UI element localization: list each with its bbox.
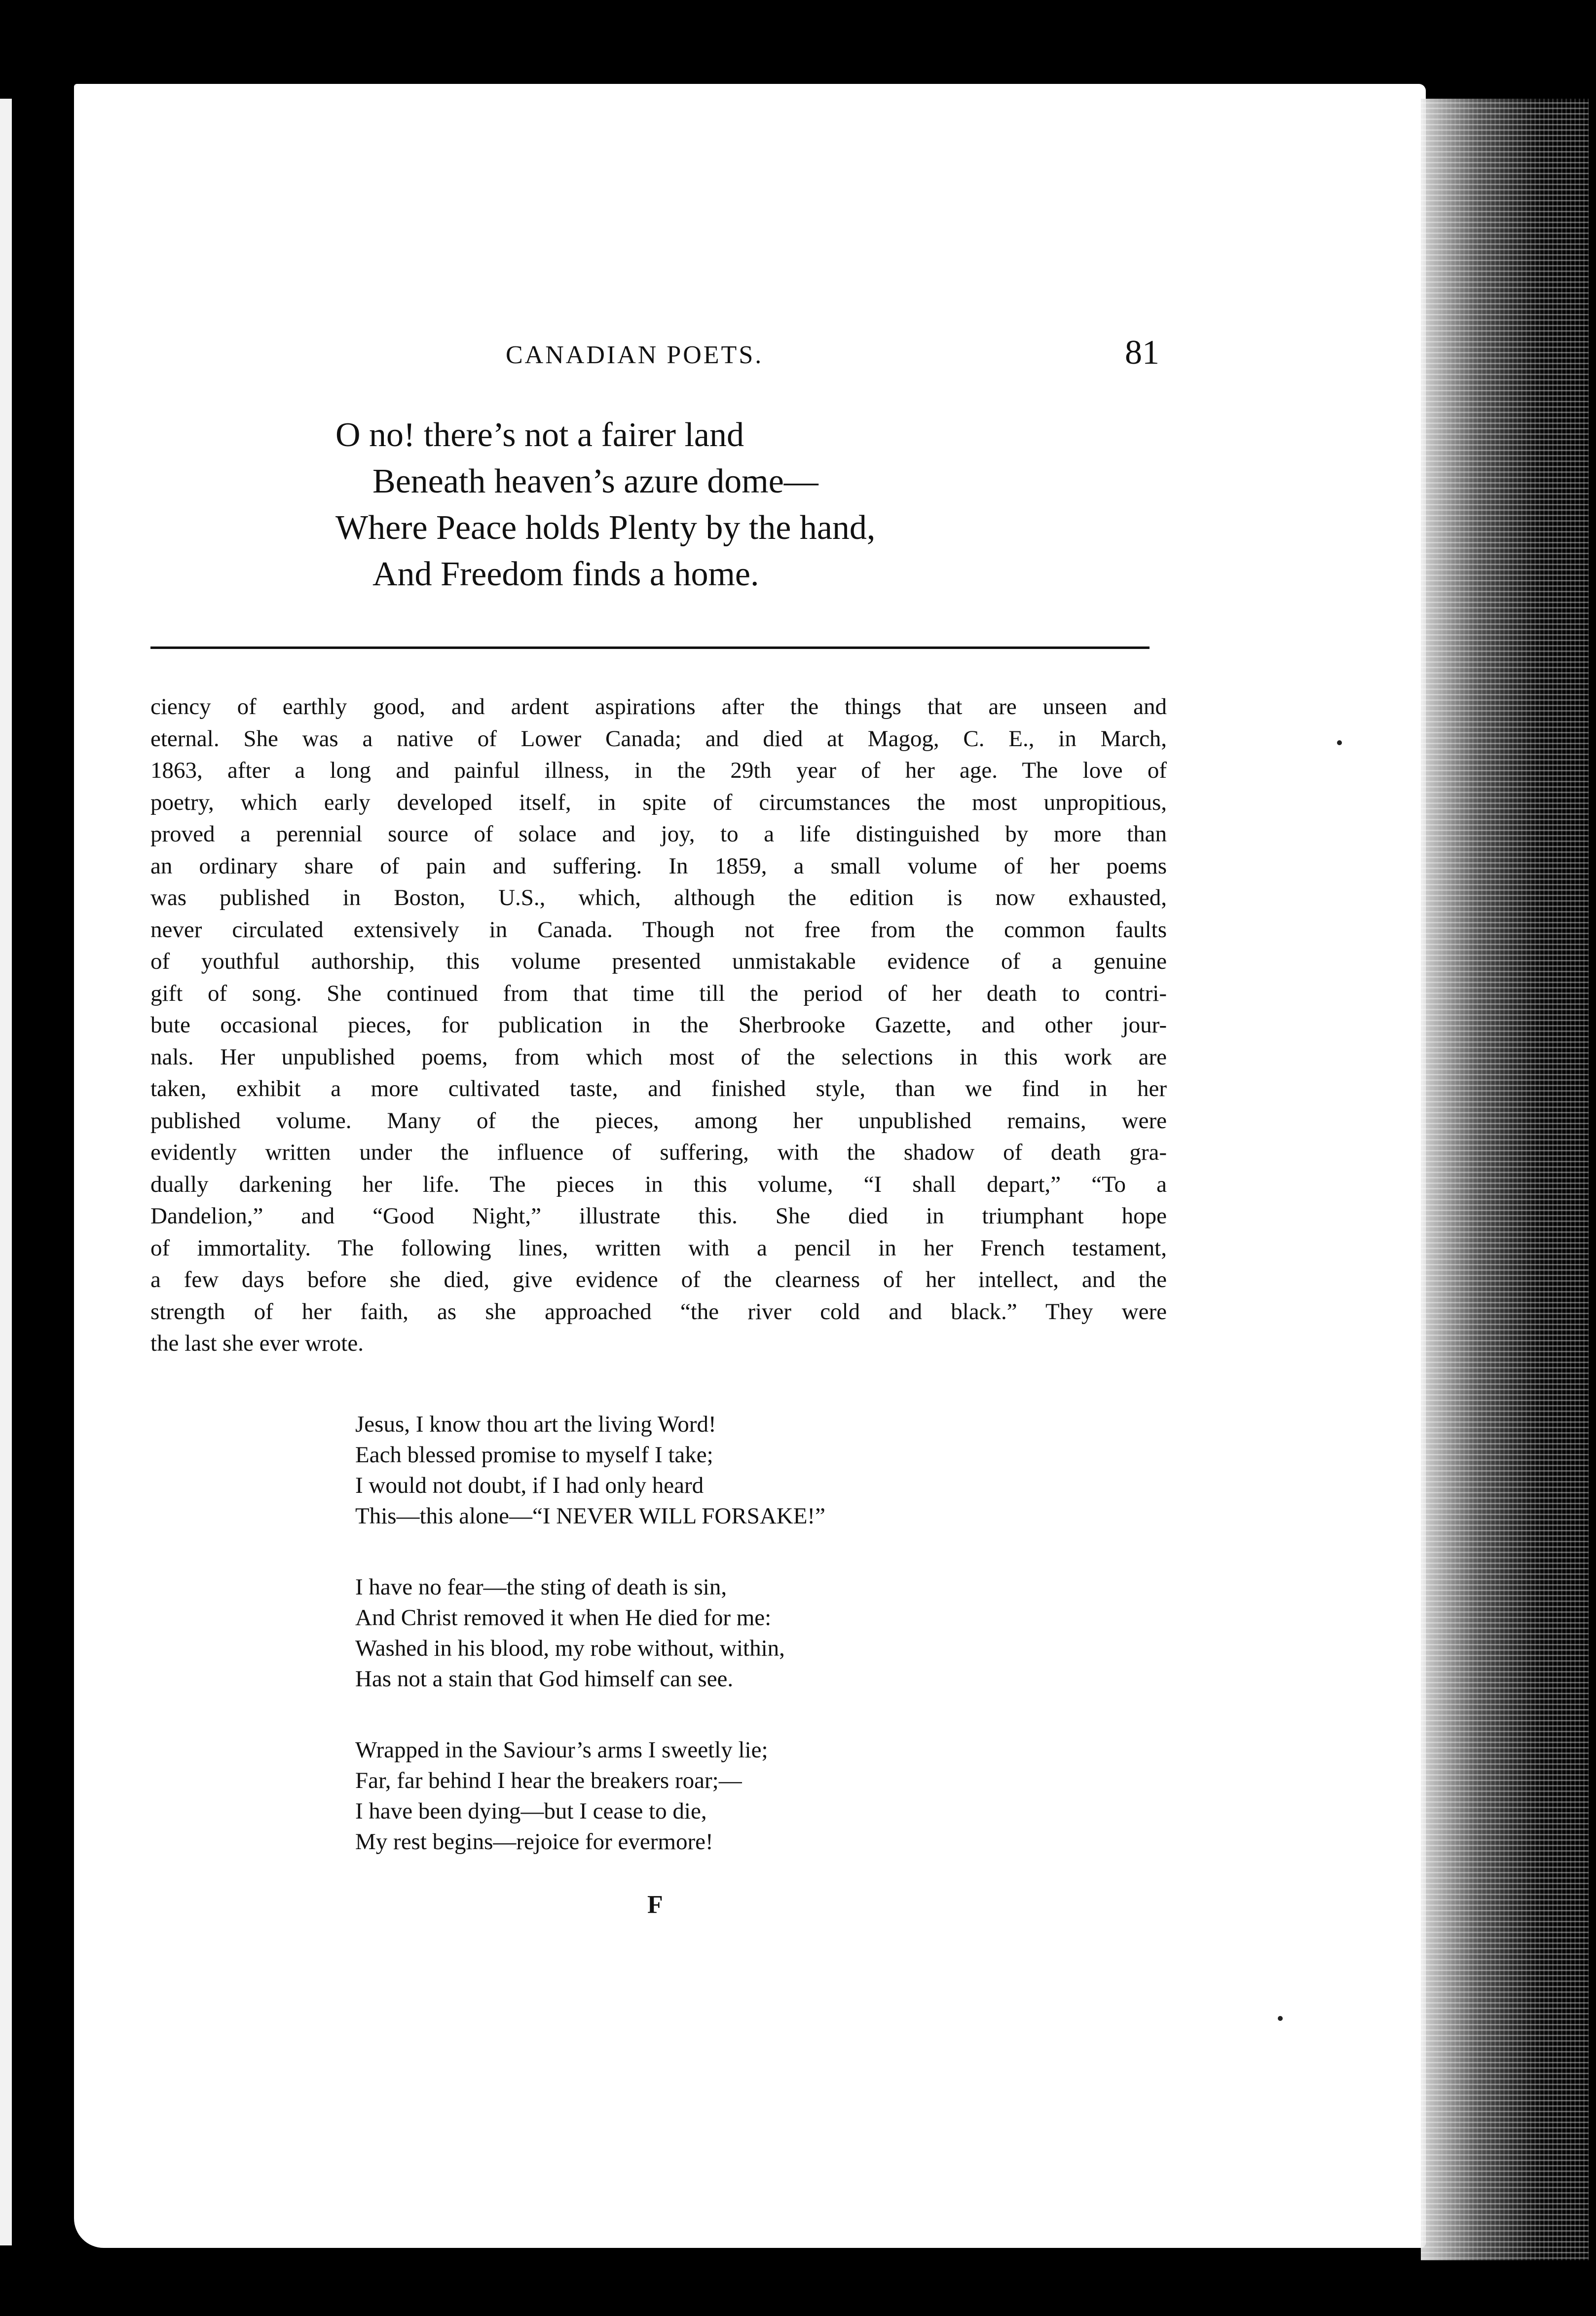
prose-line: strength of her faith, as she approached “the river cold and black.” They were [150, 1298, 1167, 1325]
prose-line: an ordinary share of pain and suffering. In 1859, a small volume of her poems [150, 853, 1167, 879]
section-divider [150, 646, 1150, 649]
prose-line: proved a perennial source of solace and joy, to a life distinguished by more than [150, 821, 1167, 847]
prose-line: gift of song. She continued from that time till the period of her death to contri- [150, 980, 1167, 1006]
prose-line: 1863, after a long and painful illness, in the 29th year of her age. The love of [150, 758, 1167, 783]
prose-line: never circulated extensively in Canada. Though not free from the common faults [150, 916, 1167, 943]
scan-speck [1278, 2016, 1283, 2021]
prose-line: published volume. Many of the pieces, among her unpublished remains, were [150, 1107, 1167, 1134]
poem-stanza [355, 1735, 825, 1857]
poem-line: Has not a stain that God himself can see. [355, 1666, 734, 1692]
poem-line: Each blessed promise to myself I take; [355, 1442, 713, 1468]
prose-line: the last she ever wrote. [150, 1330, 364, 1356]
scan-speck [1337, 740, 1342, 745]
prose-line: of youthful authorship, this volume presented unmistakable evidence of a genuine [150, 949, 1167, 974]
poem-line: Far, far behind I hear the breakers roar;— [355, 1768, 742, 1793]
poem-line: I would not doubt, if I had only heard [355, 1473, 704, 1498]
prose-line: evidently written under the influence of suffering, with the shadow of death gra- [150, 1139, 1167, 1165]
prose-line: of immortality. The following lines, written with a pencil in her French testament, [150, 1235, 1167, 1261]
prose-line: taken, exhibit a more cultivated taste, and finished style, than we find in her [150, 1076, 1167, 1101]
final-poem [355, 1409, 825, 1898]
prose-line: eternal. She was a native of Lower Canada; and died at Magog, C. E., in March, [150, 725, 1167, 752]
poem-line: Washed in his blood, my robe without, within, [355, 1635, 785, 1661]
poem-line: My rest begins—rejoice for evermore! [355, 1829, 713, 1855]
poem-line: I have no fear—the sting of death is sin, [355, 1574, 727, 1600]
prose-line: a few days before she died, give evidence of the clearness of her intellect, and the [150, 1267, 1167, 1292]
verse-line: Where Peace holds Plenty by the hand, [335, 509, 876, 547]
verse-line: Beneath heaven’s azure dome— [372, 462, 818, 500]
running-title: CANADIAN POETS. [506, 341, 764, 369]
poem-stanza [355, 1409, 825, 1531]
prose-line: bute occasional pieces, for publication in the Sherbrooke Gazette, and other jour- [150, 1012, 1167, 1038]
poem-line: And Christ removed it when He died for me: [355, 1605, 772, 1631]
poem-line: I have been dying—but I cease to die, [355, 1798, 707, 1824]
poem-stanza [355, 1572, 825, 1694]
prose-line: poetry, which early developed itself, in spite of circumstances the most unpropitious, [150, 789, 1167, 815]
poem-line: Jesus, I know thou art the living Word! [355, 1411, 716, 1437]
prose-line: was published in Boston, U.S., which, although the edition is now exhausted, [150, 885, 1167, 911]
prose-line: ciency of earthly good, and ardent aspirations after the things that are unseen and [150, 694, 1167, 720]
page-edge-left [0, 99, 12, 2245]
poem-line: This—this alone—“I NEVER WILL FORSAKE!” [355, 1503, 825, 1529]
page-number: 81 [1125, 334, 1159, 372]
prose-line: dually darkening her life. The pieces in this volume, “I shall depart,” “To a [150, 1171, 1167, 1197]
biography-text [150, 691, 1167, 1360]
prose-line: nals. Her unpublished poems, from which most of the selections in this work are [150, 1044, 1167, 1070]
verse-line: And Freedom finds a home. [372, 555, 759, 593]
poem-line: Wrapped in the Saviour’s arms I sweetly lie; [355, 1737, 768, 1763]
prose-line: Dandelion,” and “Good Night,” illustrate this. She died in triumphant hope [150, 1203, 1167, 1229]
verse-line: O no! there’s not a fairer land [335, 416, 744, 454]
signature-mark: F [647, 1891, 663, 1919]
page-edge-right [1421, 99, 1589, 2260]
verse-top [335, 412, 875, 598]
